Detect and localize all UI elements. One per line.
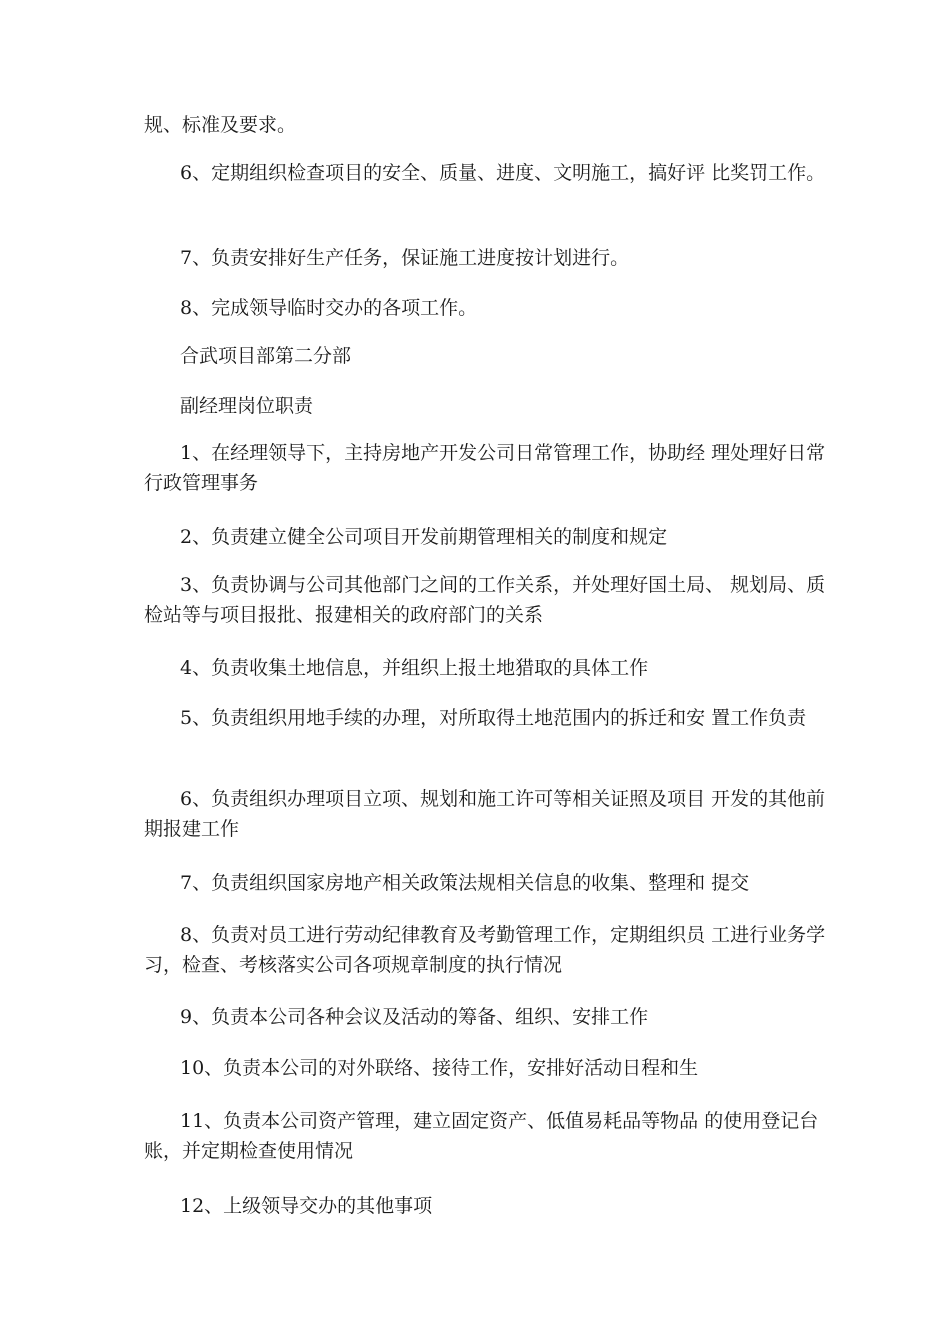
duty-item-1: 1、在经理领导下，主持房地产开发公司日常管理工作，协助经 理处理好日常行政管理事务 xyxy=(144,442,826,494)
paragraph-item-6: 6、定期组织检查项目的安全、质量、进度、文明施工，搞好评 比奖罚工作。 xyxy=(180,162,826,184)
section-heading-job-title: 副经理岗位职责 xyxy=(180,395,314,417)
duty-item-10: 10、负责本公司的对外联络、接待工作，安排好活动日程和生 xyxy=(180,1057,699,1079)
paragraph-item-7: 7、负责安排好生产任务，保证施工进度按计划进行。 xyxy=(180,247,630,269)
duty-item-9: 9、负责本公司各种会议及活动的筹备、组织、安排工作 xyxy=(180,1006,649,1028)
section-heading-department: 合武项目部第二分部 xyxy=(180,345,352,367)
duty-item-2: 2、负责建立健全公司项目开发前期管理相关的制度和规定 xyxy=(180,526,668,548)
duty-item-3: 3、负责协调与公司其他部门之间的工作关系，并处理好国土局、 规划局、质检站等与项目报批、报建相关的政府部门的关系 xyxy=(144,574,826,626)
duty-item-8: 8、负责对员工进行劳动纪律教育及考勤管理工作，定期组织员 工进行业务学习，检查、考核落实公司各项规章制度的执行情况 xyxy=(144,924,826,976)
duty-item-12: 12、上级领导交办的其他事项 xyxy=(180,1195,433,1217)
duty-item-6: 6、负责组织办理项目立项、规划和施工许可等相关证照及项目 开发的其他前期报建工作 xyxy=(144,788,826,840)
paragraph-item-8: 8、完成领导临时交办的各项工作。 xyxy=(180,297,478,319)
duty-item-7: 7、负责组织国家房地产相关政策法规相关信息的收集、整理和 提交 xyxy=(180,872,750,894)
duty-item-11: 11、负责本公司资产管理，建立固定资产、低值易耗品等物品 的使用登记台账，并定期检查使用情况 xyxy=(144,1110,819,1162)
paragraph-continuation: 规、标准及要求。 xyxy=(144,114,297,136)
duty-item-4: 4、负责收集土地信息，并组织上报土地猎取的具体工作 xyxy=(180,657,649,679)
duty-item-5: 5、负责组织用地手续的办理，对所取得土地范围内的拆迁和安 置工作负责 xyxy=(180,707,807,729)
